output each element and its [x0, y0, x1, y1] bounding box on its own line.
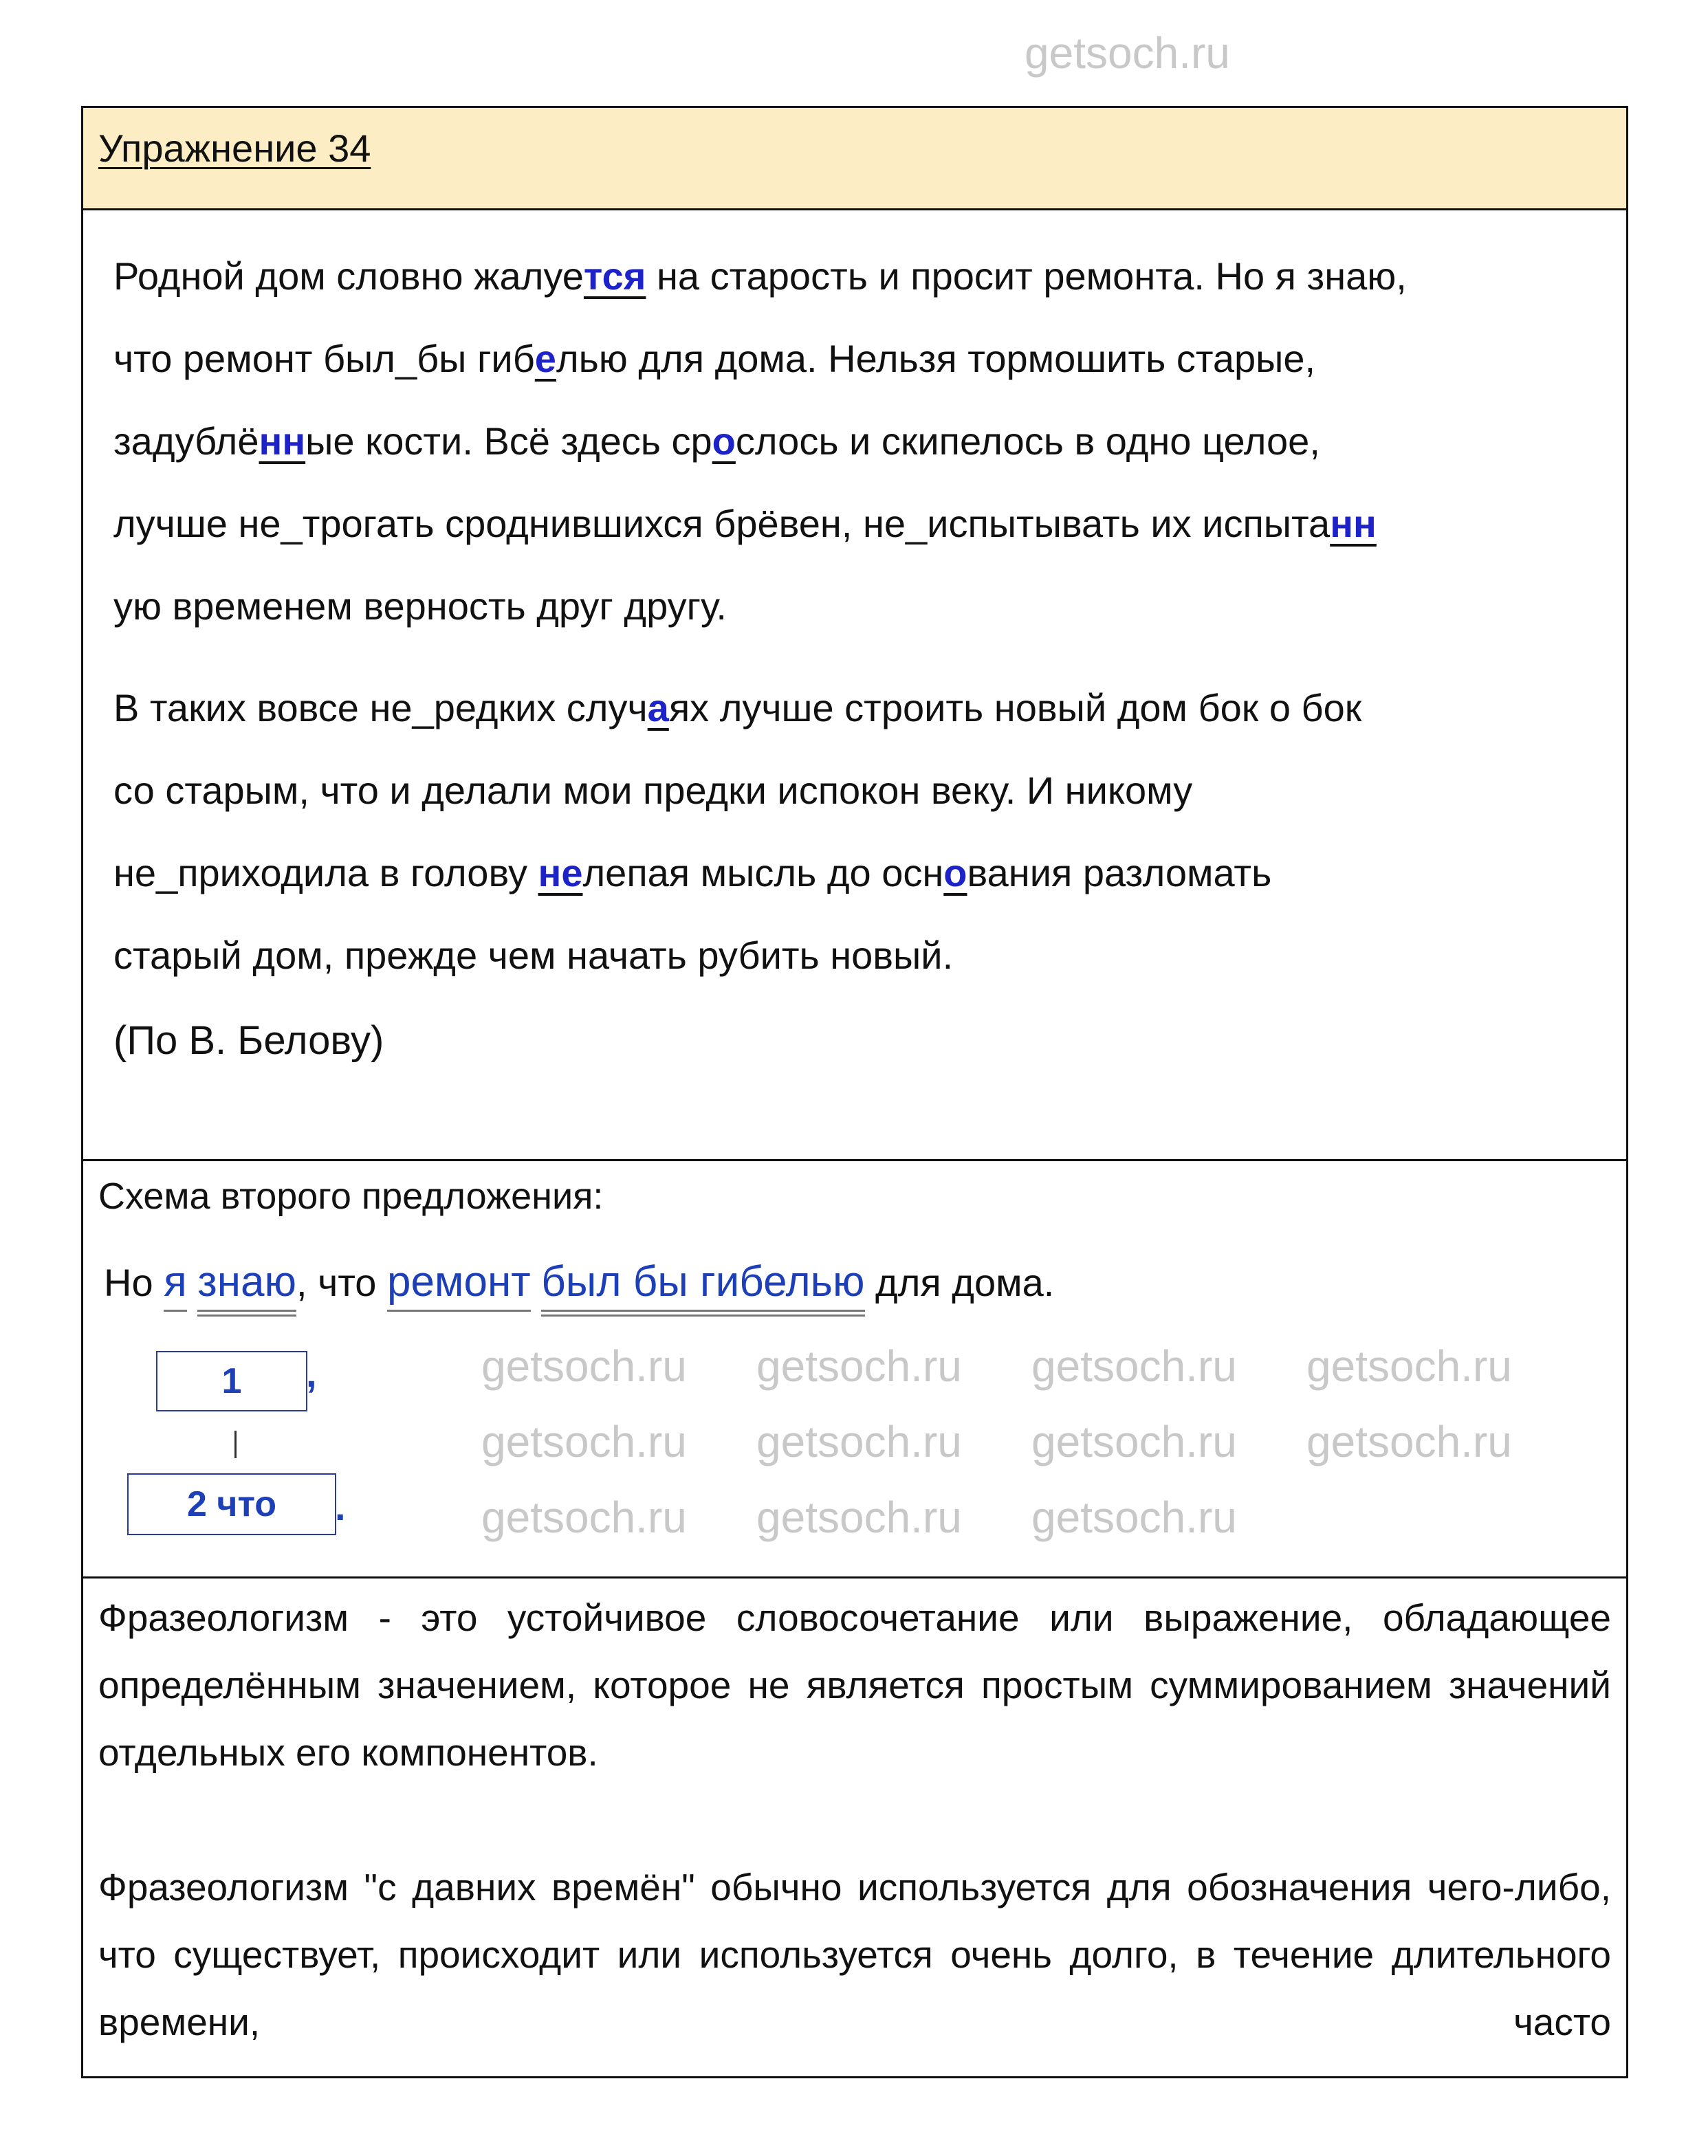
highlighted-letters: е [534, 337, 556, 380]
clause-box-1: 1 [156, 1351, 307, 1411]
watermark: getsoch.ru [1031, 1417, 1237, 1466]
text-line [113, 318, 1315, 400]
watermark: getsoch.ru [481, 1341, 687, 1391]
clause-box-2-punct: . [335, 1485, 346, 1528]
author-attribution: (По В. Белову) [113, 1018, 384, 1063]
scheme-sentence [104, 1257, 1054, 1306]
text-segment: В таких вовсе не_редких случ [113, 686, 648, 729]
text-segment: задублё [113, 419, 259, 463]
text-segment: лью для дома. Нельзя тормошить старые, [556, 337, 1316, 380]
highlighted-letters: о [943, 851, 967, 894]
watermark: getsoch.ru [481, 1493, 687, 1542]
exercise-text-section [83, 210, 1626, 1161]
watermark: getsoch.ru [1031, 1493, 1237, 1542]
text-segment: ую временем верность друг другу. [113, 584, 727, 628]
subject-2: ремонт [387, 1258, 531, 1312]
definition-paragraph: Фразеологизм - это устойчивое словосочетание или выражение, обладающее определённым значением, которое не является простым суммированием значений отдельных его компонентов. [98, 1596, 1611, 1774]
watermark: getsoch.ru [1031, 1341, 1237, 1391]
text-segment: ях лучше строить новый дом бок о бок [668, 686, 1362, 729]
clause-box-2: 2 что [127, 1473, 336, 1535]
watermark: getsoch.ru [756, 1341, 962, 1391]
text-segment: со старым, что и делали мои предки испокон веку. И никому [113, 769, 1193, 812]
text-line [113, 667, 1361, 749]
text-line [113, 483, 1377, 565]
text-segment: лепая мысль до осн [582, 851, 944, 894]
highlighted-letters: а [647, 686, 669, 729]
text-line [113, 400, 1320, 483]
text-line [113, 565, 727, 648]
text-segment: старый дом, прежде чем начать рубить новый. [113, 934, 954, 977]
text-line [113, 749, 1192, 832]
connector-line [234, 1431, 237, 1458]
scheme-section [83, 1161, 1626, 1578]
text-segment: лучше не_трогать сроднившихся брёвен, не_испытывать их испыта [113, 502, 1331, 545]
watermark: getsoch.ru [756, 1417, 962, 1466]
text-segment: что ремонт был_бы гиб [113, 337, 535, 380]
phraseologism-paragraph: Фразеологизм "с давних времён" обычно используется для обозначения чего-либо, что существует, происходит или используется очень долго, в течение длительного времени, часто [98, 1866, 1611, 2043]
paragraph-2 [113, 667, 1407, 997]
highlighted-letters: не [538, 851, 583, 894]
exercise-title: Упражнение 34 [98, 126, 371, 170]
highlighted-letters: нн [1330, 502, 1377, 545]
text-segment: вания разломать [967, 851, 1272, 894]
paragraph-1 [113, 235, 1407, 648]
highlighted-letters: тся [583, 254, 646, 298]
exercise-card [81, 106, 1628, 2078]
word: Но [104, 1261, 164, 1304]
text-line [113, 235, 1407, 318]
highlighted-letters: о [712, 419, 736, 463]
text-segment: слось и скипелось в одно целое, [735, 419, 1320, 463]
watermark: getsoch.ru [1025, 28, 1230, 78]
text-line [113, 832, 1271, 914]
watermark: getsoch.ru [1306, 1417, 1512, 1466]
watermark: getsoch.ru [1306, 1341, 1512, 1391]
highlighted-letters: нн [259, 419, 306, 463]
exercise-header [83, 108, 1626, 210]
scheme-title: Схема второго предложения: [98, 1176, 604, 1217]
clause-box-1-punct: , [306, 1352, 317, 1395]
predicate-2: был бы гибелью [541, 1258, 864, 1312]
text-segment: на старость и просит ремонта. Но я знаю, [646, 254, 1407, 298]
watermark: getsoch.ru [756, 1493, 962, 1542]
text-segment: Родной дом словно жалуе [113, 254, 584, 298]
definition-section [83, 1578, 1626, 2076]
text-segment: не_приходила в голову [113, 851, 538, 894]
text-segment: ые кости. Всё здесь ср [305, 419, 712, 463]
word: для дома. [864, 1261, 1055, 1304]
text-line [113, 914, 953, 997]
subject-1: я [164, 1258, 187, 1312]
watermark: getsoch.ru [481, 1417, 687, 1466]
word: , что [296, 1261, 387, 1304]
predicate-1: знаю [197, 1258, 296, 1312]
